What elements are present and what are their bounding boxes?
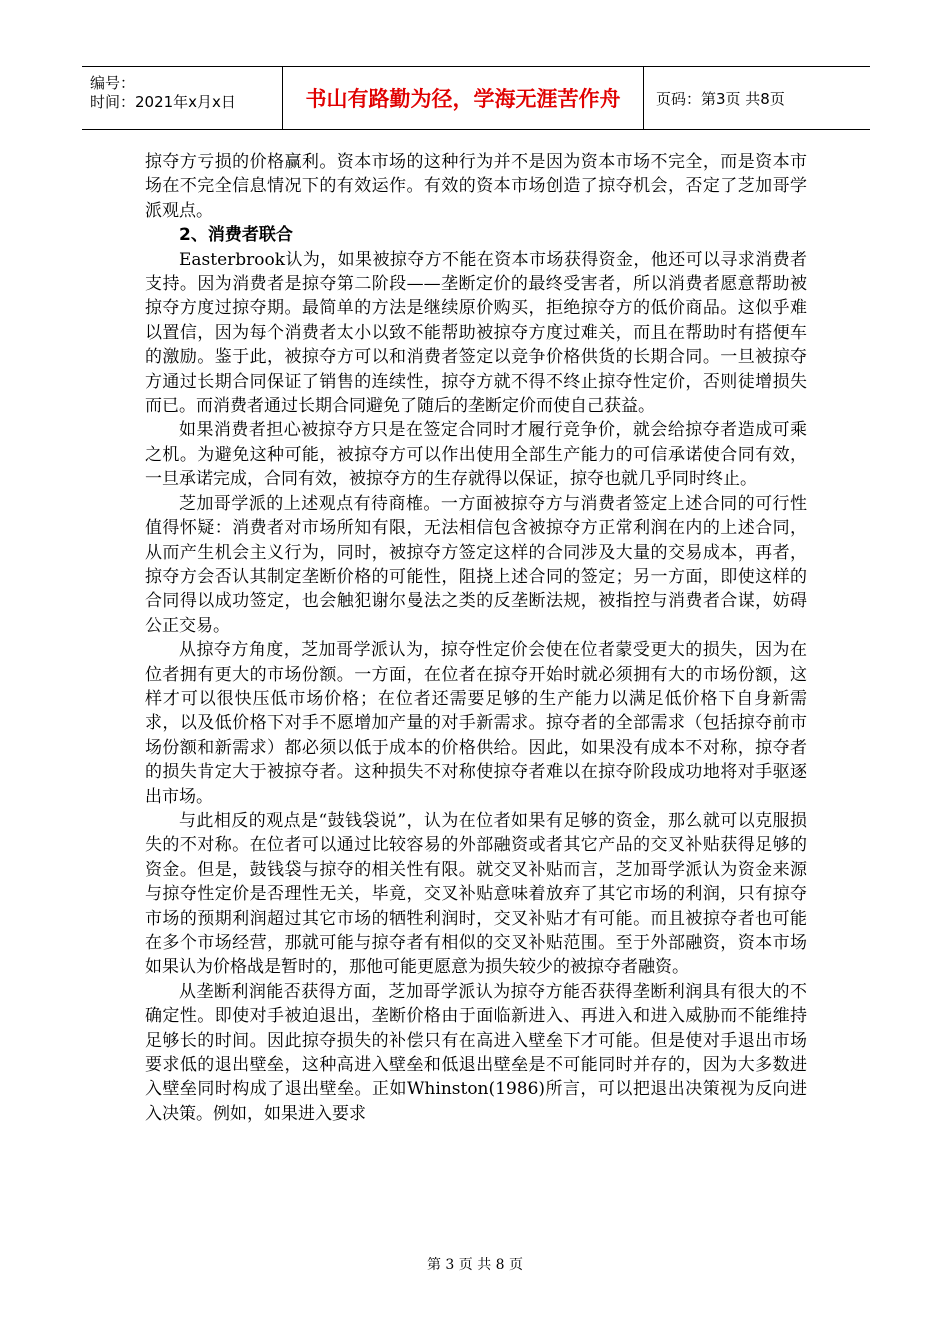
paragraph: 从垄断利润能否获得方面，芝加哥学派认为掠夺方能否获得垄断利润具有很大的不确定性。即使对手被迫退出，垄断价格由于面临新进入、再进入和进入威胁而不能维持足够长的时间。因此掠夺损失的补偿只有在高进入壁垒下才可能。但是使对手退出市场要求低的退出壁垒，这种高进入壁垒和低退出壁垒是不可能同时并存的，因为大多数进入壁垒同时构成了退出壁垒。正如Whinston(1986)所言，可以把退出决策视为反向进入决策。例如，如果进入要求	[145, 981, 807, 1124]
paragraph-continued: 掠夺方亏损的价格赢利。资本市场的这种行为并不是因为资本市场不完全，而是资本市场在不完全信息情况下的有效运作。有效的资本市场创造了掠夺机会，否定了芝加哥学派观点。	[145, 152, 807, 221]
section-heading: 2、消费者联合	[179, 225, 293, 246]
header-motto: 书山有路勤为径，学海无涯苦作舟	[283, 67, 644, 129]
paragraph: 芝加哥学派的上述观点有待商榷。一方面被掠夺方与消费者签定上述合同的可行性值得怀疑：消费者对市场所知有限，无法相信包含被掠夺方正常利润在内的上述合同，从而产生机会主义行为，同时，被掠夺方签定这样的合同涉及大量的交易成本，再者，掠夺方会否认其制定垄断价格的可能性，阻挠上述合同的签定；另一方面，即使这样的合同得以成功签定，也会触犯谢尔曼法之类的反垄断法规，被指控与消费者合谋，妨碍公正交易。	[145, 493, 807, 636]
document-body	[145, 150, 807, 1126]
header-meta	[82, 67, 283, 129]
paragraph: 与此相反的观点是“鼓钱袋说”，认为在位者如果有足够的资金，那么就可以克服损失的不对称。在位者可以通过比较容易的外部融资或者其它产品的交叉补贴获得足够的资金。但是，鼓钱袋与掠夺的相关性有限。就交叉补贴而言，芝加哥学派认为资金来源与掠夺性定价是否理性无关，毕竟，交叉补贴意味着放弃了其它市场的利润，只有掠夺市场的预期利润超过其它市场的牺牲利润时，交叉补贴才有可能。而且被掠夺者也可能在多个市场经营，那就可能与掠夺者有相似的交叉补贴范围。至于外部融资，资本市场如果认为价格战是暂时的，那他可能更愿意为损失较少的被掠夺者融资。	[145, 810, 807, 978]
header-number-label: 编号：	[90, 74, 136, 92]
header-date-label: 时间：2021年x月x日	[90, 93, 236, 111]
page-footer: 第 3 页 共 8 页	[426, 1257, 524, 1273]
paragraph: Easterbrook认为，如果被掠夺方不能在资本市场获得资金，他还可以寻求消费者支持。因为消费者是掠夺第二阶段——垄断定价的最终受害者，所以消费者愿意帮助被掠夺方度过掠夺期。最简单的方法是继续原价购买，拒绝掠夺方的低价商品。这似乎难以置信，因为每个消费者太小以致不能帮助被掠夺方度过难关，而且在帮助时有搭便车的激励。鉴于此，被掠夺方可以和消费者签定以竞争价格供货的长期合同。一旦被掠夺方通过长期合同保证了销售的连续性，掠夺方就不得不终止掠夺性定价，否则徒增损失而已。而消费者通过长期合同避免了随后的垄断定价而使自己获益。	[145, 249, 807, 417]
header-page-info: 页码：第3页 共8页	[656, 89, 785, 108]
paragraph: 如果消费者担心被掠夺方只是在签定合同时才履行竞争价，就会给掠夺者造成可乘之机。为避免这种可能，被掠夺方可以作出使用全部生产能力的可信承诺使合同有效，一旦承诺完成，合同有效，被掠夺方的生存就得以保证，掠夺也就几乎同时终止。	[145, 420, 807, 490]
page-header	[82, 66, 870, 130]
paragraph: 从掠夺方角度，芝加哥学派认为，掠夺性定价会使在位者蒙受更大的损失，因为在位者拥有更大的市场份额。一方面，在位者在掠夺开始时就必须拥有大的市场份额，这样才可以很快压低市场价格；在位者还需要足够的生产能力以满足低价格下自身新需求，以及低价格下对手不愿增加产量的对手新需求。掠夺者的全部需求（包括掠夺前市场份额和新需求）都必须以低于成本的价格供给。因此，如果没有成本不对称，掠夺者的损失肯定大于被掠夺者。这种损失不对称使掠夺者难以在掠夺阶段成功地将对手驱逐出市场。	[145, 640, 807, 807]
